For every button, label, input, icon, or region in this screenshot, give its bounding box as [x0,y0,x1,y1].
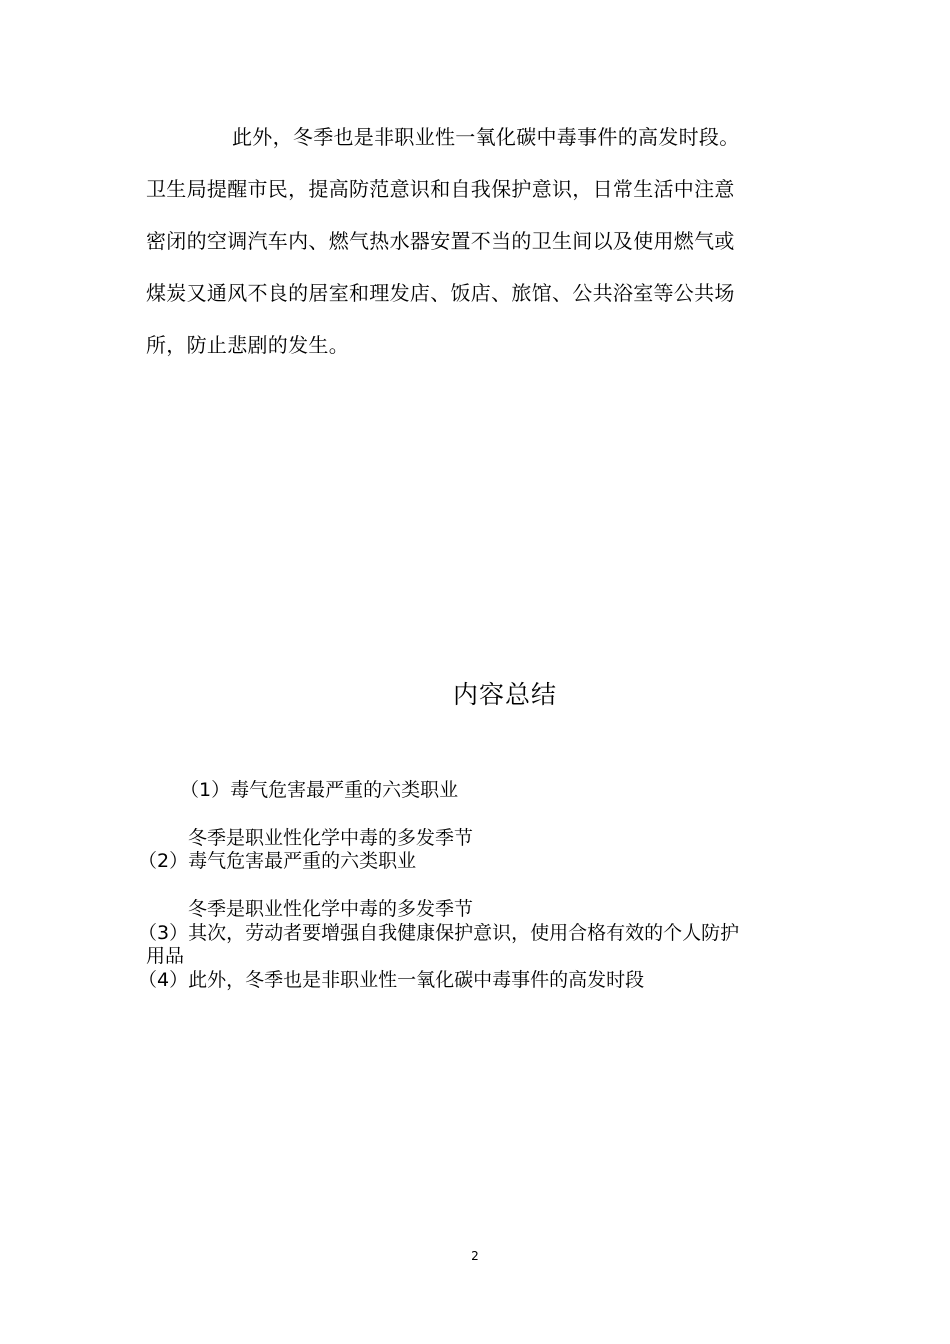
summary-item: （2）毒气危害最严重的六类职业 [138,850,417,872]
summary-item: （3）其次，劳动者要增强自我健康保护意识，使用合格有效的个人防护 [138,922,740,944]
paragraph-line: 卫生局提醒市民，提高防范意识和自我保护意识，日常生活中注意 [146,177,735,201]
paragraph-line: 煤炭又通风不良的居室和理发店、饭店、旅馆、公共浴室等公共场 [146,281,735,305]
summary-item: 冬季是职业性化学中毒的多发季节 [188,827,474,849]
summary-item: （4）此外，冬季也是非职业性一氧化碳中毒事件的高发时段 [138,969,645,991]
page-number: 2 [471,1249,479,1263]
summary-item: 用品 [146,945,185,967]
summary-item: （1）毒气危害最严重的六类职业 [180,779,459,801]
paragraph-line: 所，防止悲剧的发生。 [146,333,349,357]
paragraph-line: 此外，冬季也是非职业性一氧化碳中毒事件的高发时段。 [232,125,740,149]
summary-title: 内容总结 [452,680,557,709]
paragraph-line: 密闭的空调汽车内、燃气热水器安置不当的卫生间以及使用燃气或 [146,229,735,253]
summary-item: 冬季是职业性化学中毒的多发季节 [188,898,474,920]
